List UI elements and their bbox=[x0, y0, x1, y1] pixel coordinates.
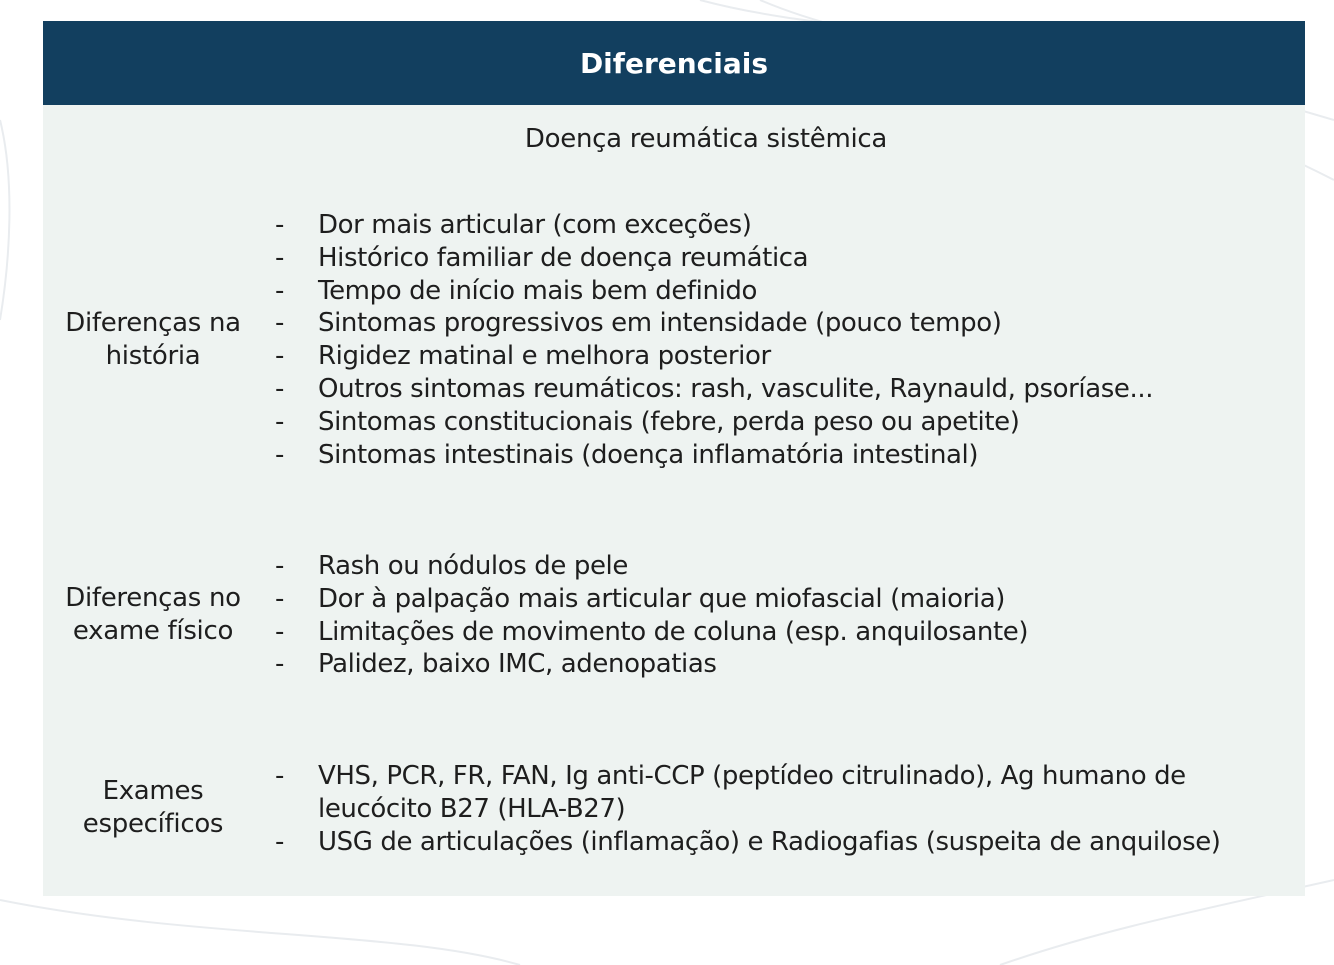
list-item bbox=[269, 550, 1289, 583]
list-item bbox=[269, 439, 1289, 472]
table-header bbox=[43, 21, 1305, 105]
list-item bbox=[269, 616, 1289, 649]
list-item-text: Dor mais articular (com exceções) bbox=[318, 210, 752, 240]
list-item bbox=[269, 648, 1289, 681]
dash-bullet: - bbox=[275, 761, 284, 791]
differentials-table bbox=[43, 21, 1305, 896]
dash-bullet: - bbox=[275, 308, 284, 339]
dash-bullet: - bbox=[275, 242, 284, 273]
dash-bullet: - bbox=[275, 341, 284, 372]
table-title: Diferenciais bbox=[579, 46, 769, 80]
row-label-line: exame físico bbox=[72, 616, 234, 646]
row-label-history bbox=[53, 307, 253, 373]
row-label-line: específicos bbox=[82, 809, 224, 839]
list-item bbox=[269, 373, 1289, 406]
list-item-text: Limitações de movimento de coluna (esp. anquilosante) bbox=[318, 616, 1029, 647]
row-label-line: Diferenças no bbox=[65, 583, 241, 613]
list-item-text: Sintomas progressivos em intensidade (pouco tempo) bbox=[318, 308, 1002, 339]
list-item bbox=[269, 242, 1289, 275]
list-item-text: Palidez, baixo IMC, adenopatias bbox=[318, 649, 717, 680]
list-item bbox=[269, 275, 1289, 308]
column-heading: Doença reumática sistêmica bbox=[524, 124, 888, 154]
dash-bullet: - bbox=[275, 616, 284, 647]
list-item bbox=[269, 307, 1289, 340]
list-item-text: Sintomas constitucionais (febre, perda peso ou apetite) bbox=[318, 406, 1020, 437]
dash-bullet: - bbox=[275, 210, 284, 240]
list-item-text: Tempo de início mais bem definido bbox=[318, 275, 758, 306]
list-item-text: USG de articulações (inflamação) e Radiogafias (suspeita de anquilose) bbox=[318, 826, 1221, 857]
dash-bullet: - bbox=[275, 551, 284, 581]
row-label-physical-exam bbox=[53, 582, 253, 648]
row-label-specific-exams bbox=[53, 775, 253, 841]
row-label-line: Exames bbox=[102, 776, 204, 806]
history-list bbox=[269, 209, 1289, 471]
dash-bullet: - bbox=[275, 439, 284, 470]
list-item bbox=[269, 406, 1289, 439]
list-item bbox=[269, 209, 1289, 242]
dash-bullet: - bbox=[275, 373, 284, 404]
dash-bullet: - bbox=[275, 406, 284, 437]
list-item bbox=[269, 760, 1289, 826]
list-item-text: Rigidez matinal e melhora posterior bbox=[318, 341, 771, 372]
dash-bullet: - bbox=[275, 649, 284, 680]
list-item-text: Dor à palpação mais articular que miofascial (maioria) bbox=[318, 583, 1005, 614]
list-item bbox=[269, 340, 1289, 373]
list-item-text: Sintomas intestinais (doença inflamatória intestinal) bbox=[318, 439, 979, 470]
physical-exam-list bbox=[269, 550, 1289, 681]
row-label-line: Diferenças na bbox=[65, 308, 241, 338]
list-item-text: Rash ou nódulos de pele bbox=[318, 551, 628, 581]
dash-bullet: - bbox=[275, 275, 284, 306]
dash-bullet: - bbox=[275, 583, 284, 614]
list-item bbox=[269, 826, 1289, 859]
list-item-text: Outros sintomas reumáticos: rash, vasculite, Raynauld, psoríase... bbox=[318, 373, 1154, 404]
row-label-line: história bbox=[105, 341, 201, 371]
list-item bbox=[269, 583, 1289, 616]
dash-bullet: - bbox=[275, 826, 284, 857]
list-item-text: VHS, PCR, FR, FAN, Ig anti-CCP (peptídeo citrulinado), Ag humano de leucócito B27 (HLA-B27) bbox=[318, 761, 1186, 824]
list-item-text: Histórico familiar de doença reumática bbox=[318, 242, 809, 273]
specific-exams-list bbox=[269, 760, 1289, 858]
